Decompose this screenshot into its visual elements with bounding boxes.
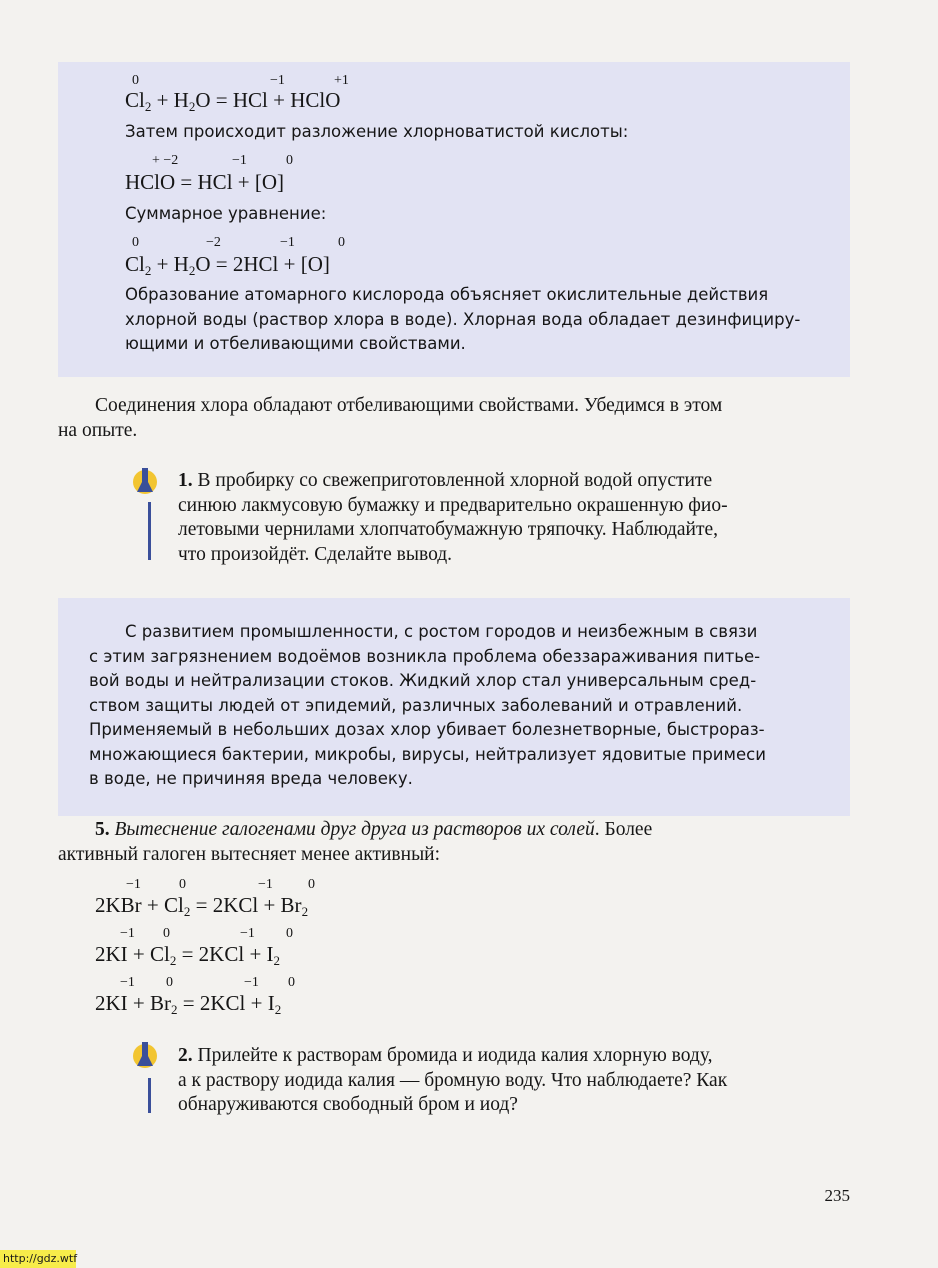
ox-state: 0 <box>288 975 295 990</box>
ox-state: 0 <box>308 877 315 892</box>
flask-icon <box>132 466 158 562</box>
ox-state: −1 <box>244 975 259 990</box>
ox-state: 0 <box>132 73 139 88</box>
ox-state: 0 <box>286 926 293 941</box>
ox-state: −1 <box>240 926 255 941</box>
watermark-link[interactable]: http://gdz.wtf <box>0 1250 76 1268</box>
experiment-number: 1. <box>178 470 193 491</box>
ox-state: 0 <box>286 153 293 168</box>
experiment-2: 2. Прилейте к растворам бромида и иодида калия хлорную воду, а к раствору иодида калия — бромную воду. Что наблюдаете? Как обнаруживаются свободный бром и иод? <box>178 1045 728 1115</box>
ox-state: +1 <box>334 73 349 88</box>
ox-state: −2 <box>206 235 221 250</box>
ox-state: 0 <box>179 877 186 892</box>
ox-state: + −2 <box>152 153 179 168</box>
ox-state: 0 <box>132 235 139 250</box>
experiment-1: 1. В пробирку со свежеприготовленной хлорной водой опустите синюю лакмусовую бумажку и предварительно окрашенную фио- летовыми чернилами хлопчатобумажную тряпочку. Наблюдайте, что произойдёт. Сделайте вывод. <box>178 470 728 565</box>
paragraph-water-disinfection: С развитием промышленности, с ростом городов и неизбежным в связи с этим загрязнением водоёмов возникла проблема обеззараживания питье- вой воды и нейтрализации стоков. Жидкий хлор стал универсальным сред- ством защиты людей от эпидемий, различных заболеваний и отравлений. Применяемый в небольших дозах хлор убивает болезнетворные, быстрораз- множающиеся бактерии, микробы, вирусы, нейтрализует ядовитые примеси в воде, не причиняя вреда человеку. <box>89 622 766 788</box>
ox-state: 0 <box>338 235 345 250</box>
text-decomposition: Затем происходит разложение хлорноватистой кислоты: <box>125 122 629 141</box>
ox-state: −1 <box>120 975 135 990</box>
page-number: 235 <box>824 1186 850 1205</box>
flask-icon <box>132 1040 158 1115</box>
ox-state: −1 <box>120 926 135 941</box>
ox-state: −1 <box>280 235 295 250</box>
ox-state: −1 <box>270 73 285 88</box>
ox-state: −1 <box>232 153 247 168</box>
text-summary-equation: Суммарное уравнение: <box>125 204 327 223</box>
ox-state: −1 <box>258 877 273 892</box>
section-title: Вытеснение галогенами друг друга из растворов их солей <box>114 819 595 840</box>
section-number: 5. <box>95 819 110 840</box>
experiment-number: 2. <box>178 1045 193 1066</box>
ox-state: 0 <box>163 926 170 941</box>
ox-state: 0 <box>166 975 173 990</box>
section-5-heading: 5. Вытеснение галогенами друг друга из растворов их солей. Более активный галоген вытесняет менее активный: <box>58 819 653 865</box>
ox-state: −1 <box>126 877 141 892</box>
paragraph-bleaching: Соединения хлора обладают отбеливающими свойствами. Убедимся в этом на опыте. <box>58 395 723 441</box>
paragraph-atomic-oxygen: Образование атомарного кислорода объясняет окислительные действия хлорной воды (раствор хлора в воде). Хлорная вода обладает дезинфициру- ющими и отбеливающими свойствами. <box>125 285 801 353</box>
